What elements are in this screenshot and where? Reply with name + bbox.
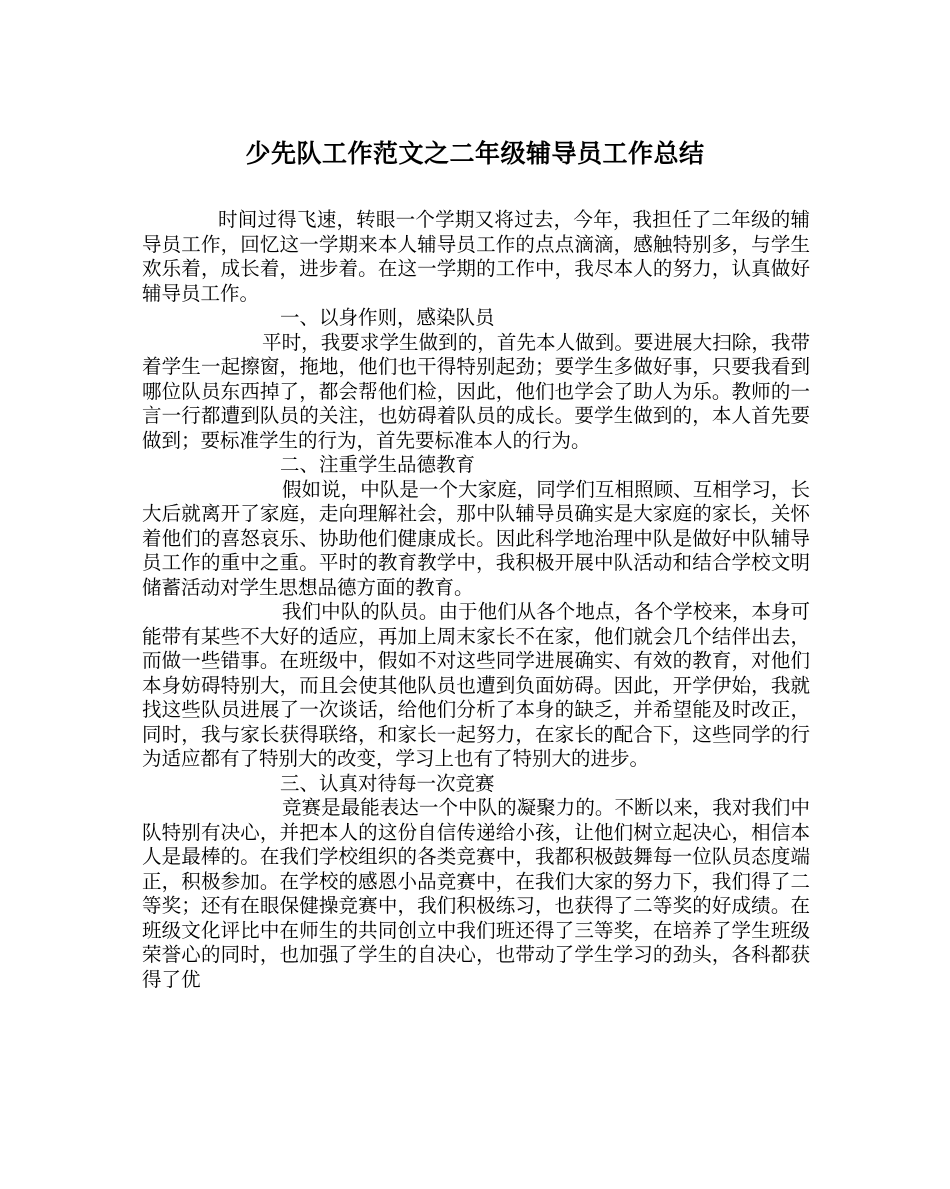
document-title: 少先队工作范文之二年级辅导员工作总结 [245,139,705,168]
paragraph-section-2a: 假如说，中队是一个大家庭，同学们互相照顾、互相学习，长大后就离开了家庭，走向理解社会，那中队辅导员确实是大家庭的家长，关怀着他们的喜怒哀乐、协助他们健康成长。因此科学地治理中队是做好中队辅导员工作的重中之重。平时的教育教学中，我积极开展中队活动和结合学校文明储蓄活动对学生思想品德方面的教育。 [142,477,810,599]
document-body [142,208,810,992]
section-heading-3: 三、认真对待每一次竞赛 [280,771,495,795]
paragraph-section-3: 竞赛是最能表达一个中队的凝聚力的。不断以来，我对我们中队特别有决心，并把本人的这份自信传递给小孩，让他们树立起决心，相信本人是最棒的。在我们学校组织的各类竞赛中，我都积极鼓舞每一位队员态度端正，积极参加。在学校的感恩小品竞赛中，在我们大家的努力下，我们得了二等奖；还有在眼保健操竞赛中，我们积极练习，也获得了二等奖的好成绩。在班级文化评比中在师生的共同创立中我们班还得了三等奖，在培养了学生班级荣誉心的同时，也加强了学生的自决心，也带动了学生学习的劲头，各科都获得了优 [142,796,810,991]
paragraph-section-2b: 我们中队的队员。由于他们从各个地点，各个学校来，本身可能带有某些不大好的适应，再加上周末家长不在家，他们就会几个结伴出去，而做一些错事。在班级中，假如不对这些同学进展确实、有效的教育，对他们本身妨碍特别大，而且会使其他队员也遭到负面妨碍。因此，开学伊始，我就找这些队员进展了一次谈话，给他们分析了本身的缺乏，并希望能及时改正，同时，我与家长获得联络，和家长一起努力，在家长的配合下，这些同学的行为适应都有了特别大的改变，学习上也有了特别大的进步。 [142,600,810,770]
section-heading-2: 二、注重学生品德教育 [280,453,476,476]
paragraph-section-1: 平时，我要求学生做到的，首先本人做到。要进展大扫除，我带着学生一起擦窗，拖地，他们也干得特别起劲；要学生多做好事，只要我看到哪位队员东西掉了，都会帮他们检，因此，他们也学会了助人为乐。教师的一言一行都遭到队员的关注，也妨碍着队员的成长。要学生做到的，本人首先要做到；要标准学生的行为，首先要标准本人的行为。 [142,330,810,452]
paragraph-intro: 时间过得飞速，转眼一个学期又将过去，今年，我担任了二年级的辅导员工作，回忆这一学期来本人辅导员工作的点点滴滴，感触特别多，与学生欢乐着，成长着，进步着。在这一学期的工作中，我尽本人的努力，认真做好辅导员工作。 [142,208,810,305]
section-heading-1: 一、以身作则，感染队员 [280,306,495,329]
